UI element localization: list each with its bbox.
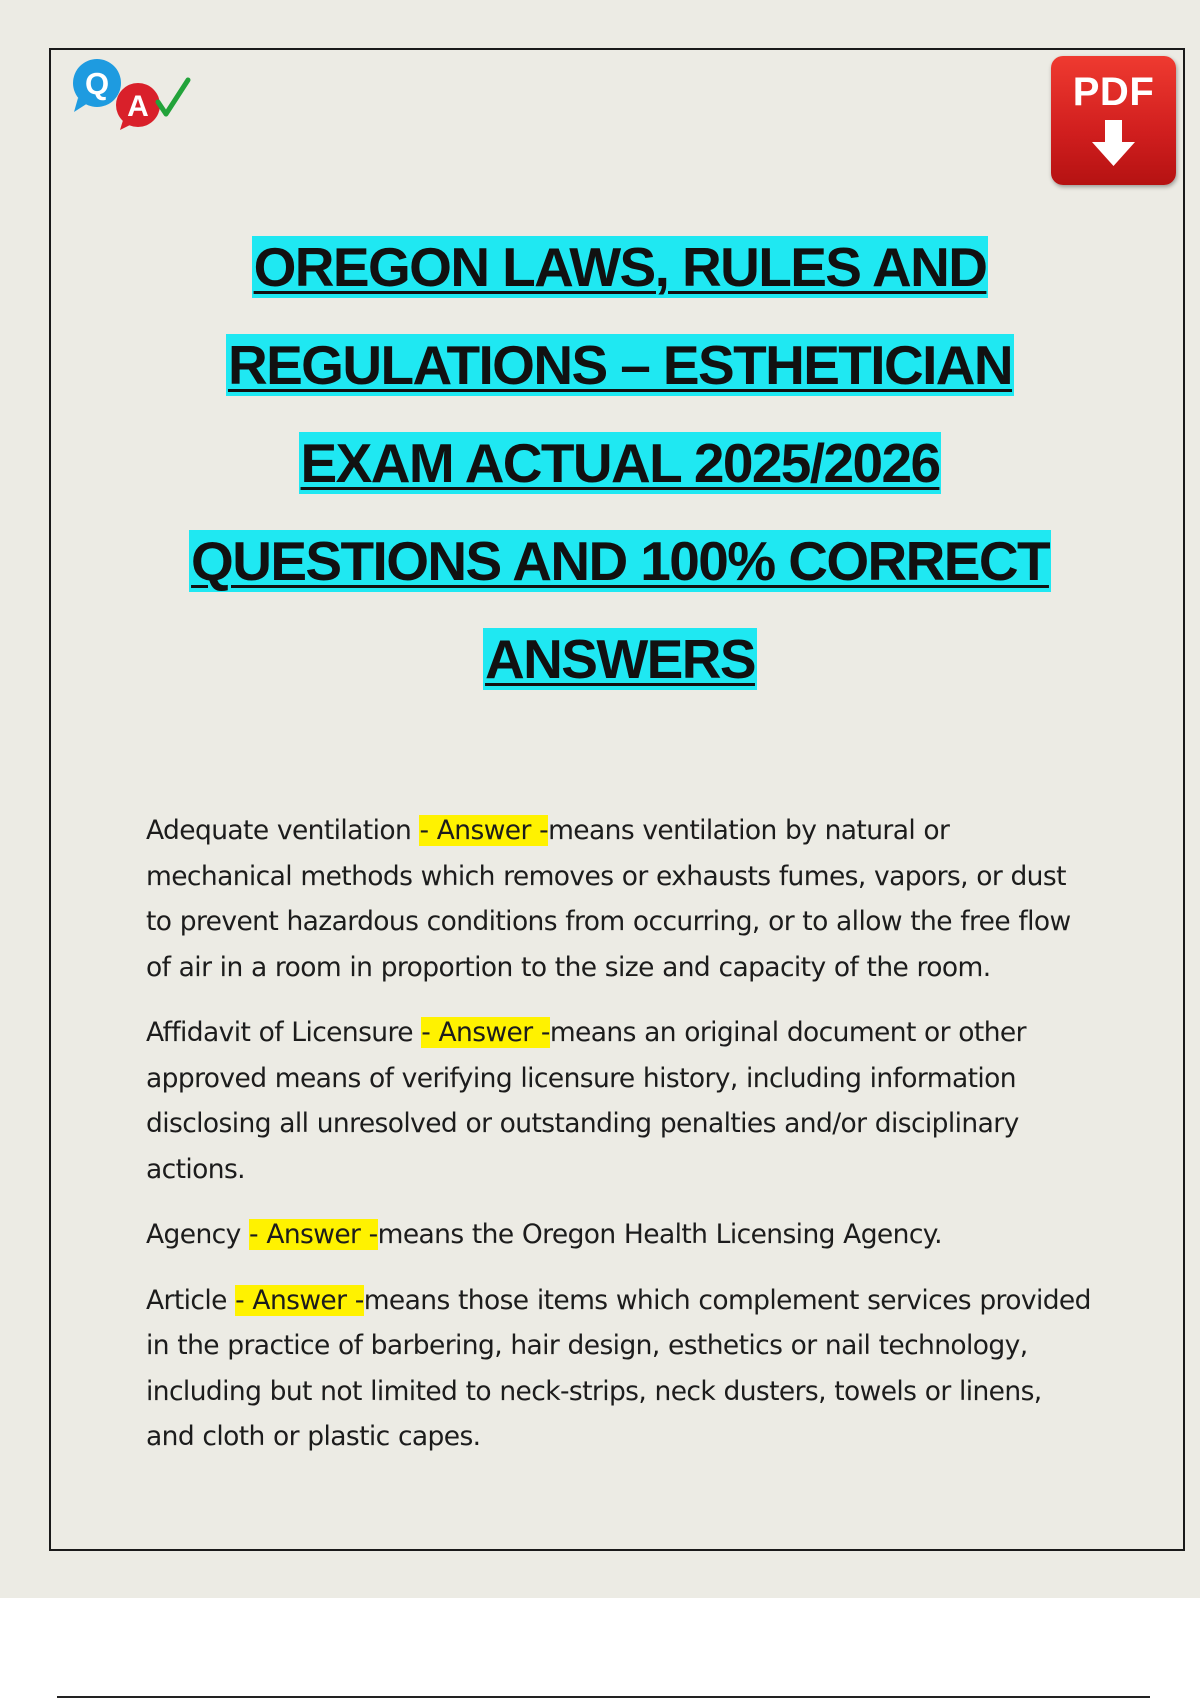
download-arrow-icon (1092, 120, 1135, 166)
question-answer-list (146, 808, 1096, 1480)
qa-item (146, 1278, 1096, 1460)
svg-text:Q: Q (84, 66, 110, 101)
qa-item (146, 1010, 1096, 1192)
svg-text:A: A (127, 90, 149, 123)
qa-item (146, 1212, 1096, 1258)
term: Agency (146, 1219, 250, 1250)
definition: means the Oregon Health Licensing Agency. (377, 1219, 942, 1250)
definition: means ventilation by natural or mechanical methods which removes or exhausts fumes, vapors, or dust to prevent hazardous conditions from occurring, or to allow the free flow of air in a room in proportion to the size and capacity of the room. (146, 815, 1071, 983)
definition: means an original document or other approved means of verifying licensure history, including information disclosing all unresolved or outstanding penalties and/or disciplinary actions. (146, 1017, 1026, 1185)
pdf-download-badge[interactable] (1051, 56, 1176, 185)
definition: means those items which complement services provided in the practice of barbering, hair design, esthetics or nail technology, including but not limited to neck-strips, neck dusters, towels or linens, and cloth or plastic capes. (146, 1284, 1091, 1452)
answer-marker: - Answer - (419, 815, 549, 846)
title-line: QUESTIONS AND 100% CORRECT (191, 530, 1049, 592)
title-line: EXAM ACTUAL 2025/2026 (300, 432, 940, 494)
answer-marker: - Answer - (249, 1219, 378, 1250)
title-line: REGULATIONS – ESTHETICIAN (227, 334, 1013, 396)
title-line: ANSWERS (485, 628, 755, 690)
qa-item (146, 808, 1096, 990)
term: Adequate ventilation (146, 815, 420, 846)
term: Affidavit of Licensure (146, 1017, 422, 1048)
qa-checkmark-logo-icon (70, 56, 192, 130)
footer-divider (57, 1696, 1150, 1698)
answer-marker: - Answer - (421, 1017, 550, 1048)
title-line: OREGON LAWS, RULES AND (253, 236, 987, 298)
answer-marker: - Answer - (235, 1284, 364, 1316)
pdf-label: PDF (1072, 70, 1155, 114)
document-title (60, 232, 1180, 722)
term: Article (146, 1284, 236, 1316)
